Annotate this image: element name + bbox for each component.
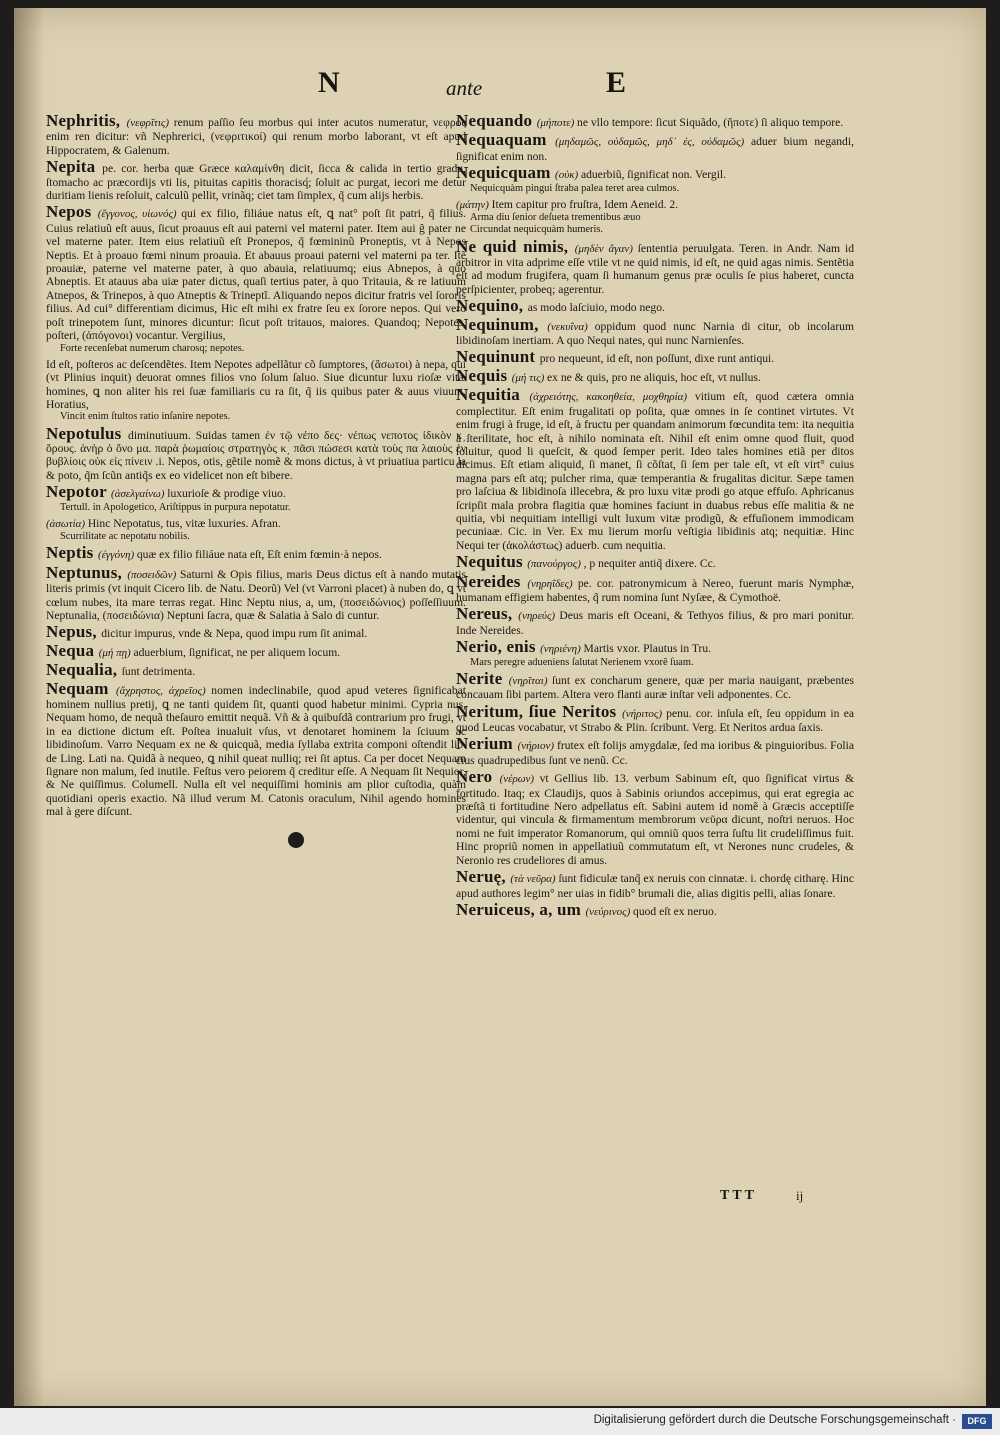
entry-text: ſententia peruulgata. Teren. in Andr. Nam id arbitror in vita adprime eſſe vtile vt ne quid nimis, id eſt, ne quid agas nimis. Sentẽtia eſt ad modum frugifera, quam ſi humanum genus præ oculis ſe pius haberet, cuncta perſpicienter, probeq; agerentur. [456, 241, 855, 296]
entry-text: aduer bium negandi, ſignificat enim non. [456, 135, 854, 163]
dictionary-entry [456, 314, 854, 348]
entry-text: pe. cor. herba quæ Græce καλαμίνθη dicit, ſicca & calida in tertio gradu, ſtomacho ac præcordijs vti lis, pituitas capitis thoracisq́; ſoluit ac purgat, iecori me detur duritiam lienis reſoluit, calculũ pellit, vrinãq; ciet tam ſimplex, q̃ cum alijs herbis. [46, 162, 466, 203]
entry-greek: (ποσειδῶν) [127, 568, 180, 581]
entry-headword: Nereus, [456, 604, 519, 624]
dictionary-entry [456, 571, 855, 605]
dictionary-entry [456, 347, 854, 367]
entry-text: dicitur impurus, vnde & Nepa, quod impu rum ſit animal. [101, 627, 368, 641]
entry-greek: (νηριένη) [540, 643, 584, 656]
entry-text: Id eſt, poſteros ac deſcendẽtes. Item Nepotes adpellãtur cõ ſumptores, (ἄσωτοι) à nepa, qui (vt Plinius inquit) deuorat omnes filios vno ſolum ſaluo. Siue dicuntur luxu rioſæ vitæ homines, ꝗ non aliter his rei ſuæ familiaris cu ra ſit, q̃ iis quibus pater & auus viuunt. Horatius, [46, 357, 466, 411]
entry-text: penu. cor. inſula eſt, ſeu oppidum in ea quod Leucas vocabatur, vt Strabo & Plin. ſcribunt. Verg. Et Neritos ardua ſaxis. [456, 706, 854, 735]
footer-bar [0, 1408, 1000, 1435]
entry-greek: (τὰ νεῦρα) [510, 873, 559, 886]
dictionary-entry [46, 640, 466, 660]
entry-greek: (νήριτος) [622, 707, 667, 720]
dictionary-entry [456, 111, 854, 130]
entry-greek: (νηρηΐδες) [527, 577, 578, 590]
entry-headword: Nerite [456, 668, 509, 688]
entry-greek: (μηδαμῶς, οὐδαμῶς, μηδ᾽ ἐς, οὐδαμῶς) [555, 136, 751, 149]
entry-text: luxurioſe & prodige viuo. [167, 487, 286, 501]
paper-hole [288, 832, 304, 848]
entry-text: quæ ex filio filiáue nata eſt, Eſt enim fœmin·à nepos. [136, 548, 382, 562]
entry-text: pro nequeunt, id eſt, non poſſunt, dixe runt antiqui. [539, 352, 775, 366]
entry-greek: (νηρεύς) [518, 610, 560, 623]
entry-headword: Nepus, [46, 622, 102, 642]
entry-headword: Nepita [46, 157, 103, 177]
running-head-right: E [606, 66, 627, 99]
dictionary-entry [456, 163, 854, 195]
entry-text: ex ne & quis, pro ne aliquis, hoc eſt, vt nullus. [547, 370, 761, 384]
entry-headword: Neptis [46, 543, 98, 563]
entry-text: aduerbium, ſignificat, ne per aliquem locum. [133, 645, 341, 659]
entry-headword: Nephritis, [46, 111, 127, 130]
entry-greek: (νεύρινος) [585, 905, 634, 918]
entry-quotation: Arma diu ſenior deſueta trementibus æuo [470, 212, 641, 224]
entry-greek: (νήριον) [517, 740, 558, 753]
entry-headword: Nequitia [456, 385, 530, 405]
dictionary-entry [46, 202, 466, 354]
entry-greek: (νεφρῖτις) [126, 117, 174, 129]
entry-headword: Neruiceus, a, um [456, 899, 586, 919]
entry-greek: (μηδὲν ἄγαν) [574, 242, 638, 255]
entry-headword: Nero [456, 767, 500, 787]
right-column [456, 111, 855, 922]
dictionary-entry [456, 236, 855, 297]
running-head-center: ante [446, 76, 483, 100]
entry-text: diminutiuum. Suidas tamen ἐν τῷ νέπο δες· νέπως νεποτος ἰδικὸν κ͵ ὄρους. ἀνὴρ ὁ ὄνο μα. παρὰ ῥωμαίοις στρατηγὸς κ͵ πᾶσι πώσεσι κατὰ τοὺς πα λαιοὺς ἐν βυβλίοις οὐκ εἰς πίνειν .i. Nepos, otis, gẽtile nomẽ & mons dictus, à vt priuatiua particu la & poto, q̃m ſcũn antiq̃s ex eo videlicet non eſt bibere. [46, 428, 467, 482]
entry-text: renum paſſio ſeu morbus qui inter acutos numeratur, νεφρὸς enim ren dicitur: vñ Nephrerici, (νεφριτικοί) qui renum morbo laborant, vt eſt apud Hippocratem, & Galenum. [46, 116, 467, 157]
entry-headword: Nepos [46, 202, 98, 222]
entry-text: Saturni & Opis filius, maris Deus dictus eſt à nando mutatis literis primis (vt inquit Cicero lib. de Natu. Deorũ) Vel (vt Varroni placet) à nuben do, ꝗ vt cœlum nubes, ita mare terras regat. Hinc Neptu nius, a, um, (ποσειδώνιος) poſſeſſiuum. Neptunalia, (ποσειδώνια) Neptuni ſacra, quæ & Salatia à Salo di cuntur. [46, 567, 466, 622]
entry-text: oppidum quod nunc Narnia di citur, ob incolarum libidinoſam inertiam. A quo Nequi nates, qui nunc Narnienſes. [456, 319, 854, 348]
entry-quotation: Tertull. in Apologetico, Ariſtippus in purpura nepotatur. [60, 501, 291, 513]
entry-greek: (ἄχρηστος, ἀχρεῖος) [115, 684, 212, 697]
entry-headword: Nepotor [46, 482, 112, 502]
running-head [0, 66, 1000, 106]
entry-headword: Nequitus [456, 552, 528, 572]
running-head-left: N [318, 66, 340, 99]
dictionary-entry [456, 867, 854, 900]
dictionary-entry [456, 637, 854, 669]
entry-text: qui ex filio, filiáue natus eſt, ꝗ nat° poſt ſit patri, q̃ filius. Cuius relatiuũ eſt auus, ſicut proauus eſt aui paterni vel materni pater. Item aui ĝ pater ne vel materne pater. Item eius relatiuũ eſt Pronepos, q̃ fœmininũ Proneptis, vt à Nepos Neptis. Et à proauo fœmi ninum proauia. Et abauus proaui paterni vel materni pa ter. Itẽ proauiæ, paterne vel materne pater, à quo abauia, relatiuumq; eius Abnepos, à quo Abneptis. Et atauus aba uiæ pater dictus, quaſi tertius pater, à quo Tritauia, & re latiuum Atnepos, & Trinepos, à quo Atneptis & Trineptĩ. Aliquando nepos dicitur fratris vel ſororis filius. Ad cui° differentiam dicimus, Hic eſt mihi ex fratre ſeu ex ſorore nepos. Qui vero poſt trinepotem ſunt, minores dicuntur: ſicut poſt tritauos, maiores. Quandoq; Nepotes, poſteri, (ἀπόγονοι) vocantur. Vergilius, [46, 207, 466, 343]
entry-text: quod eſt ex neruo. [633, 904, 717, 918]
entry-greek: (οὐκ) [555, 169, 581, 182]
dictionary-entry [456, 767, 855, 867]
entry-greek: (ἀχρειότης, κακοηθεία, μοχθηρία) [529, 391, 695, 404]
dictionary-entry [456, 701, 854, 735]
entry-headword: Nequicquam [456, 163, 556, 183]
entry-greek: (ἀσωτία) [46, 517, 88, 530]
entry-quotation: Nequicquàm pingui ſtraba palea teret area culmos. [470, 182, 680, 194]
entry-text: ſunt detrimenta. [121, 665, 196, 679]
entry-headword: Nerium [456, 734, 518, 754]
entry-headword: Nequino, [456, 296, 528, 316]
entry-greek: (νέρων) [499, 773, 540, 786]
entry-headword: Nequalia, [46, 660, 122, 680]
entry-text: ſunt ex concharum genere, quæ per maria nauigant, præbentes concauam ſibi partem. Altera vero flanti auræ inſtar veli adponentes. Cc. [456, 673, 854, 702]
entry-headword: Nequaquam [456, 130, 556, 150]
entry-greek: (ἐγγόνη) [97, 549, 137, 562]
dictionary-entry [46, 517, 466, 544]
entry-headword: Nequis [456, 365, 512, 385]
entry-headword: Nequinum, [456, 314, 548, 334]
entry-greek: (ἔγγονος, υἱωνός) [97, 208, 182, 221]
dictionary-entry [456, 899, 854, 919]
entry-headword: Nequam [46, 678, 116, 698]
dictionary-entry [456, 130, 854, 163]
dictionary-entry [456, 734, 855, 767]
dictionary-entry [46, 423, 467, 483]
dictionary-entry [456, 365, 854, 385]
dictionary-entry [46, 678, 467, 819]
dictionary-entry [456, 385, 855, 552]
entry-text: nomen indeclinabile, quod apud veteres ſignificabat hominem nullius pretij, ꝗ ne tanti quidem ſit, quanti quod habetur minimi. Cypria nus, Nequam homo, de nequã theſauro emittit nequã. Vñ & à quibuſdã contrarium pro frugi, vt in ea dictione dictum eſt. Poſtea inualuit vſus, vt denotaret hominem la ſciuum ac libidinoſum. Varro Nequam ex ne & quicquã, media ſyllaba extrita componi oſtendit lib. de Ling. Lati na. Quidã à nequeo, ꝗ nihil queat nulliq; rei ſit aptus. Ca per docet Nequam ſignare non malum, ſed inutile. Feſtus vero peiorem q̃ creditur eſſe. A Nequam ſit Nequior, & Ne quiſſimus. Columell. Nulla eſt vel nequiſſimi hominis am plior cuſtodia, quàm quotidiani operis exactio. Nã illud verum M. Catonis oraculum, Nihil agendo homines mal à gere diſcunt. [46, 683, 467, 819]
entry-quotation: Vincit enim ſtultos ratio inſanire nepotes. [60, 411, 231, 423]
dictionary-entry [46, 358, 466, 424]
entry-headword: Neritum, ſiue Neritos [456, 701, 623, 721]
entry-headword: Nequando [456, 111, 537, 130]
dictionary-entry [456, 668, 854, 702]
entry-greek: (νηρῖται) [508, 674, 553, 687]
entry-text: pe. cor. patronymicum à Nereo, fuerunt maris Nymphæ, humanam effigiem habentes, q̃ rum nomina ſunt Nyſæe, & Cymothoë. [456, 576, 855, 604]
entry-headword: Nepotulus [46, 423, 129, 443]
dictionary-entry [456, 296, 854, 316]
entry-headword: Nequinunt [456, 347, 540, 367]
entry-greek: (νεκυΐνα) [547, 320, 595, 333]
dictionary-entry [46, 562, 466, 623]
entry-text: ſunt fidiculæ tanq̃ ex neruis con cinnatæ. i. chordę citharę. Hinc apud authores legim° ner uias in fidib° brumali die, alias digitis pelli, alias ſonare. [456, 872, 854, 900]
entry-headword: Ne quid nimis, [456, 236, 575, 256]
entry-headword: Neruę, [456, 867, 511, 887]
entry-headword: Nerio, enis [456, 637, 541, 657]
entry-quotation: Scurrilitate ac nepotatu nobilis. [60, 531, 190, 543]
dictionary-entry [46, 111, 467, 157]
entry-text: frutex eſt folijs amygdalæ, ſed ma ioribus & pinguioribus. Folia cius quadrupedibus ſunt ve nenũ. Cc. [456, 739, 855, 767]
dictionary-entry [46, 157, 466, 203]
spine-shadow [14, 8, 44, 1406]
entry-greek: (μάτην) [456, 198, 492, 211]
printer-signature: TTT [720, 1188, 758, 1203]
dictionary-entry [46, 660, 466, 680]
entry-text: ne vllo tempore: ſicut Siquãdo, (ἤποτε) ſi aliquo tempore. [577, 116, 844, 129]
dictionary-entry [46, 482, 466, 514]
left-column [46, 111, 467, 822]
entry-headword: Neptunus, [46, 562, 128, 582]
entry-greek: (πανούργος) [527, 558, 584, 571]
entry-greek: (ἀσελγαίνω) [111, 488, 168, 501]
entry-greek: (μή τις) [511, 371, 547, 384]
entry-text: Deus maris eſt Oceani, & Tethyos filius, & pro mari ponitur. Inde Nereides. [456, 609, 854, 637]
entry-text: aduerbiũ, ſignificat non. Vergil. [580, 168, 727, 182]
folio-number: ij [796, 1188, 804, 1203]
dfg-logo: DFG [962, 1414, 992, 1429]
entry-text: Martis vxor. Plautus in Tru. [583, 642, 712, 656]
entry-quotation: Forte recenſebat numerum charosq; nepotes. [60, 342, 245, 354]
entry-text: Item capitur pro fruſtra, Idem Aeneid. 2. [491, 197, 679, 211]
footer-credit: Digitalisierung gefördert durch die Deutsche Forschungsgemeinschaft · [593, 1414, 956, 1426]
dictionary-entry [46, 622, 466, 642]
entry-text: , p nequiter antiq̃ dixere. Cc. [583, 557, 716, 571]
entry-headword: Nereides [456, 571, 528, 591]
entry-text: vitium eſt, quod cætera omnia complectitur. Eſt enim frugalitati op poſita, quæ omnes in ſe continet virtutes. Vt enim frugi à fruge, id eſt, à fructu per quandam animorum fœcundita tem: ita nequitia à ſterilitate, hoc eſt, à nihilo nominata eſt. Nihil eſt enim omne quod fluit, quod ſoluitur, quod li queſcit, & quod ſemper perit. Ideo tales homines etiã per ditos dicimus. Eſt etiam aliquid, ſi manet, ſi cõſtat, ſi ſem per tale eſt, vt eſt virt° cuius magna pars eſt atq; pulcher rima, quæ temperantia & frugalitas dicitur. Sæpe tamen pro laſciua & libidinoſa illecebra, & pro luxu vitæ prodi go atque effuſo. Aphricanus ſcripſit mala probra flagitia quæ homines faciunt in duabus rebus eſſe malitia & ne quitia, vbi nequitiam intelligi vult luxum vitæ prodigũ, & effuſionem immodicam pecuniaæ. Cic. in Ver. Ex mu lierum morſu veſtigia libidinis atq; nequitiæ. Hinc Nequi ter (ἀκολάστως) aduerb. cum nequitia. [456, 390, 855, 552]
entry-greek: (μή πῃ) [98, 646, 134, 659]
dictionary-entry [456, 604, 854, 637]
entry-text: Hinc Nepotatus, tus, vitæ luxuries. Afran. [87, 516, 281, 530]
entry-quotation: Circundat nequicquàm humeris. [470, 224, 604, 236]
entry-text: as modo laſciuio, modo nego. [527, 301, 665, 315]
entry-headword: Nequa [46, 640, 99, 660]
dictionary-entry [46, 543, 466, 563]
dictionary-entry [456, 552, 854, 572]
entry-text: vt Gellius lib. 13. verbum Sabinum eſt, quo ſignificat virtus & fortitudo. Itaq; ex Claudijs, quos à Sabinis oriundos accepimus, qui erat egregia ac præſtã ti fortitudine Nero adpellatus eſt. Sabini autem id nomẽ à Græcis acceptiſſe videntur, qui vincula & firmamentum membrorum νεῦρα dicunt, noſtri neruos. Hoc nomi ne fuit imperator Romanorum, qui omniũ quos terra ſuſtu lit crudeliſſimus fuit. Hinc propriũ nomen in appellatiuũ commutatum eſt, vt Nerones nunc crudeles, & Neronio res crudeliores di amus. [456, 772, 855, 867]
entry-greek: (μήποτε) [536, 117, 578, 129]
dictionary-entry [456, 198, 854, 237]
entry-quotation: Mars peregre adueniens ſalutat Nerienem vxorẽ ſuam. [470, 656, 694, 668]
